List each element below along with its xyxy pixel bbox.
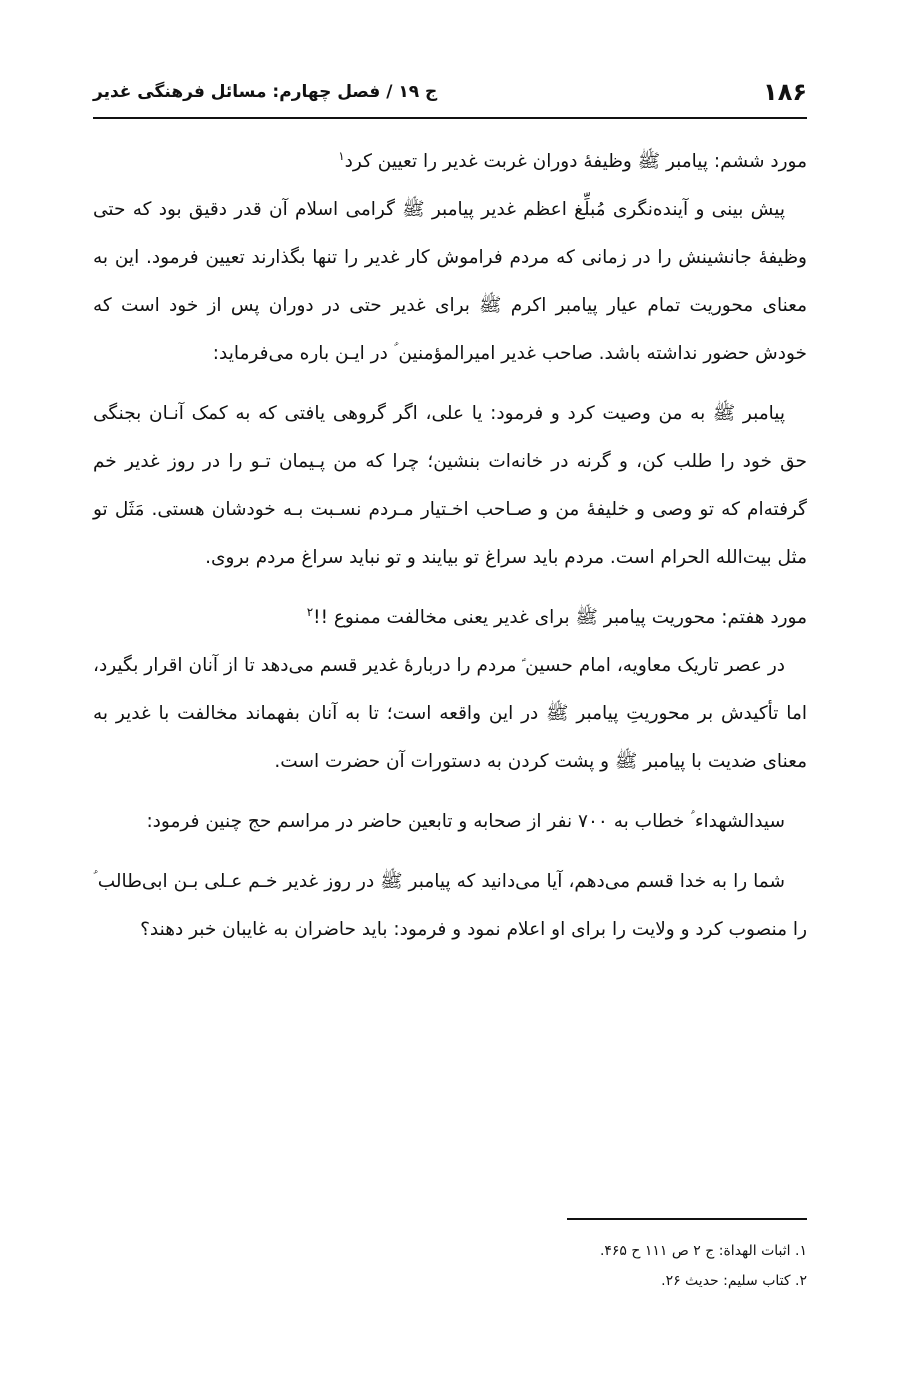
running-title: ج ۱۹ / فصل چهارم: مسائل فرهنگی غدیر [93,82,438,102]
quote-paragraph: پیامبر ﷺ به من وصیت کرد و فرمود: یا علی، اگر گروهی یافتی که به کمک آنـان بجنگی حق خود را طلب کن، و گرنه در خانه‌ات بنشین؛ چرا که من پـیمان تـو را در روز غدیر خم گرفته‌ام که تو وصی و خلیفهٔ من و صـاحب اخـتیار مـردم نسـبت بـه خودشان هستی. مَثَل تو مثل بیت‌الله الحرام است. مردم باید سراغ تو بیایند و تو نباید سراغ مردم بروی. [93,403,807,568]
section-heading-7 [93,594,807,642]
section-heading-6 [93,138,807,186]
paragraph: سیدالشهداء ؑ خطاب به ۷۰۰ نفر از صحابه و تابعین حاضر در مراسم حج چنین فرمود: [146,811,785,832]
spacer [93,378,807,390]
spacer [93,846,807,858]
footnotes [93,1236,807,1296]
page-number: ۱۸۶ [763,78,807,106]
footnote-rule [567,1218,807,1220]
paragraph: پیش بینی و آینده‌نگری مُبلِّغ اعظم غدیر پیامبر ﷺ گرامی اسلام آن قدر دقیق بود که حتی وظیفهٔ جانشینش را در زمانی که مردم فراموش کار غدیر را تنها بگذارند تعیین فرمود. این به معنای محوریت تمام عیار پیامبر اکرم ﷺ برای غدیر حتی در دوران پس از خود است که خودش حضور نداشته باشد. صاحب غدیر امیرالمؤمنین ؑ در ایـن باره می‌فرماید: [93,199,807,364]
page-body [93,138,807,954]
heading-text: مورد هفتم: محوریت پیامبر ﷺ برای غدیر یعنی مخالفت ممنوع !! [313,607,807,628]
header-rule [93,117,807,119]
footnote-1: ۱. اثبات الهداة: ج ۲ ص ۱۱۱ ح ۴۶۵. [599,1243,807,1259]
page-header [93,72,807,112]
book-page [93,0,807,1390]
paragraph: در عصر تاریک معاویه، امام حسین ؑ مردم را دربارهٔ غدیر قسم می‌دهد تا از آنان اقرار بگیرد، اما تأکیدش بر محوریتِ پیامبر ﷺ در این واقعه است؛ تا به آنان بفهماند مخالفت با غدیر به معنای ضدیت با پیامبر ﷺ و پشت کردن به دستورات آن حضرت است. [93,655,807,772]
footnote-ref-1[interactable]: ۱ [338,148,345,163]
footnote-2: ۲. کتاب سلیم: حدیث ۲۶. [661,1273,807,1289]
quote-paragraph: شما را به خدا قسم می‌دهم، آیا می‌دانید که پیامبر ﷺ در روز غدیر خـم عـلی بـن ابی‌طالب ؑ را منصوب کرد و ولایت را برای او اعلام نمود و فرمود: باید حاضران به غایبان خبر دهند؟ [93,871,807,940]
heading-text: مورد ششم: پیامبر ﷺ وظیفهٔ دوران غربت غدیر را تعیین کرد [344,151,807,172]
spacer [93,786,807,798]
footnote-ref-2[interactable]: ۲ [306,604,314,619]
spacer [93,582,807,594]
